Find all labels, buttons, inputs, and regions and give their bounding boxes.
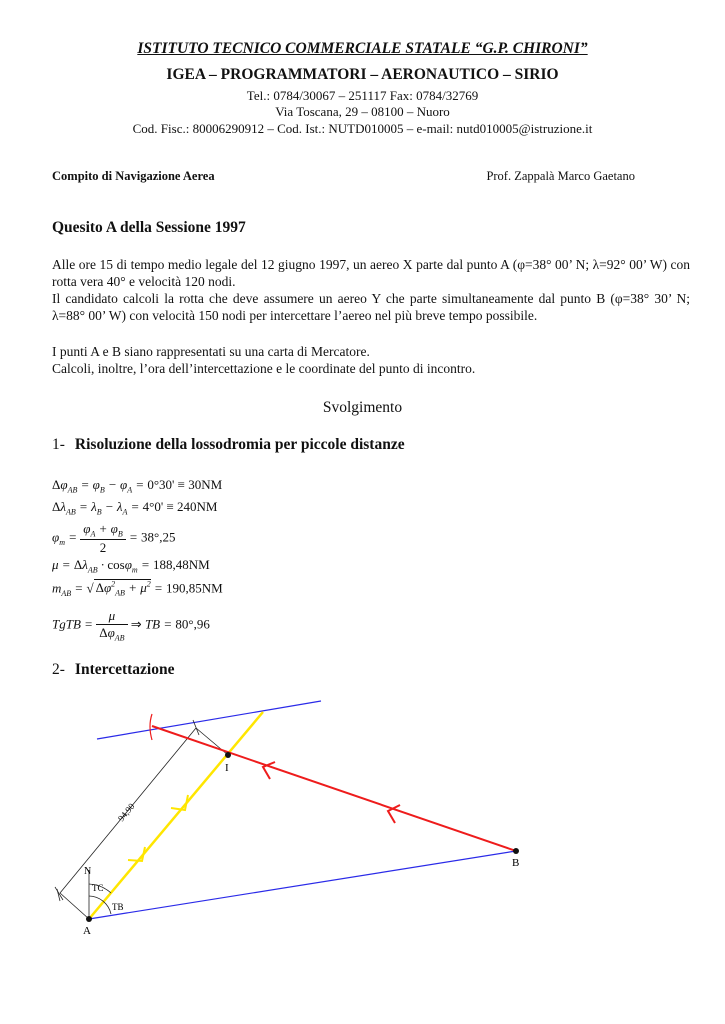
formula-delta-lambda: $\Delta\lambda_{AB} = \lambda_B - \lambda_A = 4^\circ 0' \equiv 240NM$ xyxy=(52,499,218,517)
school-programs: IGEA – PROGRAMMATORI – AERONAUTICO – SIRIO xyxy=(166,66,559,83)
label-a: A xyxy=(83,925,91,937)
teacher-name: Prof. Zappalà Marco Gaetano xyxy=(486,169,635,183)
label-tb: TB xyxy=(112,902,124,912)
yellow-course-line xyxy=(89,712,263,919)
contact-phone: Tel.: 0784/30067 – 251117 Fax: 0784/32769 xyxy=(246,88,479,103)
formula-delta-lambda-result: 4°0' ≡ 240NM xyxy=(142,499,218,514)
formula-departure-result: 188,48NM xyxy=(152,557,210,572)
school-name: ISTITUTO TECNICO COMMERCIALE STATALE “G.P. CHIRONI” xyxy=(137,40,588,57)
red-intercept-line xyxy=(152,726,516,851)
section-1-number: 1- xyxy=(52,436,65,453)
formula-delta-phi: $\Delta\varphi_{AB} = \varphi_B - \varphi_A = 0^\circ 30' \equiv 30NM$ xyxy=(52,477,223,495)
label-i: I xyxy=(225,762,229,774)
point-b xyxy=(513,848,519,854)
formula-course-result: 80°,96 xyxy=(175,616,210,632)
formula-mean-latitude: $\varphi_m$ = $\frac{\varphi_A + \varphi_B}{2}$ = 38°,25 xyxy=(52,521,176,555)
problem-paragraph-2: Il candidato calcoli la rotta che deve assumere un aereo Y che parte simultaneamente dal punto B (φ=38° 30’ N; λ=88° 00’ W) con velocità 150 nodi per intercettare l’aereo nel più breve tempo possibile. xyxy=(52,291,690,323)
point-a xyxy=(86,916,92,922)
label-b: B xyxy=(512,857,520,869)
distance-label: 94,90 xyxy=(115,801,137,824)
section-2-title: Intercettazione xyxy=(74,661,175,678)
label-n: N xyxy=(84,866,92,877)
formula-distance: $m_{AB}$ = √ $\Delta\varphi^2_{AB} + \mu^2 = 190,85NM$ xyxy=(52,580,223,598)
section-1-title: Risoluzione della lossodromia per piccole distanze xyxy=(74,436,405,453)
problem-paragraph-4: Calcoli, inoltre, l’ora dell’intercettazione e le coordinate del punto di incontro. xyxy=(52,361,476,376)
formula-course: TgTB = μ $\Delta\varphi_{AB}$ ⇒ TB = 80°,96 xyxy=(52,608,210,643)
section-2-number: 2- xyxy=(52,661,65,678)
formula-delta-phi-result: 0°30' ≡ 30NM xyxy=(147,477,223,492)
formula-departure: $\mu = \Delta\lambda_{AB} \cdot \cos\varphi_m = 188,48NM$ xyxy=(52,557,210,575)
blue-line-a-b xyxy=(89,851,516,919)
point-i xyxy=(225,752,231,758)
assignment-subject: Compito di Navigazione Aerea xyxy=(52,169,215,183)
label-tc: TC xyxy=(92,883,104,893)
formula-distance-result: 190,85NM xyxy=(166,580,223,596)
blue-upper-line xyxy=(97,701,321,739)
problem-paragraph-1: Alle ore 15 di tempo medio legale del 12 giugno 1997, un aereo X parte dal punto A (φ=38° 00’ N; λ=92° 00’ W) con rotta vera 40° e velocità 120 nodi. xyxy=(52,257,690,289)
problem-paragraph-3: I punti A e B siano rappresentati su una carta di Mercatore. xyxy=(52,344,370,359)
red-arc xyxy=(150,714,152,740)
formula-mean-latitude-result: 38°,25 xyxy=(141,529,176,545)
question-title: Quesito A della Sessione 1997 xyxy=(52,219,246,236)
construction-line-lower xyxy=(60,893,89,919)
contact-address: Via Toscana, 29 – 08100 – Nuoro xyxy=(275,104,450,119)
solution-title: Svolgimento xyxy=(322,399,403,416)
contact-codes: Cod. Fisc.: 80006290912 – Cod. Ist.: NUTD010005 – e-mail: nutd010005@istruzione.it xyxy=(132,121,593,136)
